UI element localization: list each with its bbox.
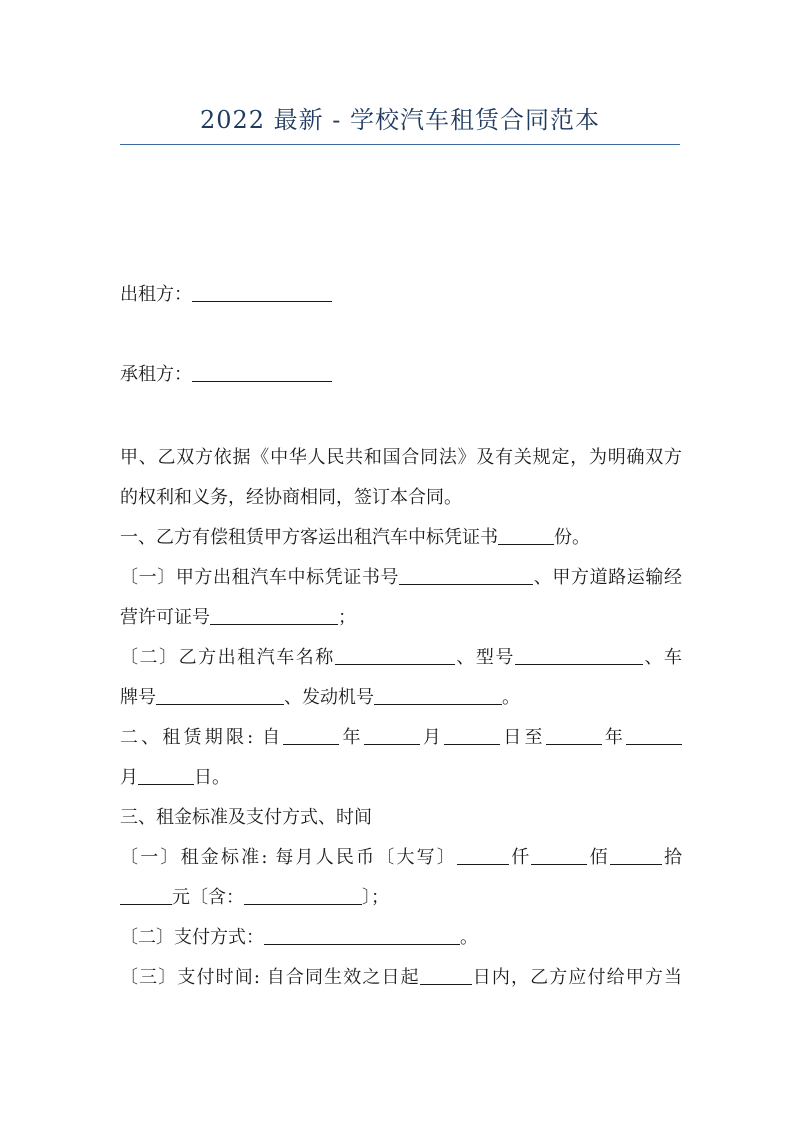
model-blank[interactable] (515, 644, 643, 665)
hundreds-blank[interactable] (531, 844, 587, 865)
lessor-label: 出租方： (120, 284, 192, 305)
end-year-label: 年 (601, 727, 627, 748)
plate-label-start: 、车 (642, 647, 683, 668)
document-title: 2022 最新 - 学校汽车租赁合同范本 (199, 106, 601, 134)
vehicle-name-blank[interactable] (335, 644, 455, 665)
start-month-blank[interactable] (364, 724, 420, 745)
clause-3-2-end: 。 (460, 927, 478, 948)
end-day-blank[interactable] (138, 764, 194, 785)
clause-1-1-mid: 、甲方道路运输经 (533, 567, 683, 588)
clause-3-1-line-1 (120, 838, 682, 878)
lessor-blank[interactable] (192, 281, 332, 302)
engine-number-blank[interactable] (374, 684, 502, 705)
end-month-label: 月 (120, 767, 138, 788)
clause-3-1-line-2 (120, 878, 682, 918)
lessor-line (120, 275, 682, 315)
thousands-label: 仟 (509, 847, 532, 868)
thousands-blank[interactable] (457, 844, 509, 865)
clause-1-1-end: ； (338, 607, 356, 628)
year-label: 年 (339, 727, 364, 748)
clause-3-3 (120, 958, 682, 998)
clause-1-1-text: 〔一〕甲方出租汽车中标凭证书号 (120, 567, 400, 588)
preamble-line-1: 甲、乙双方依据《中华人民共和国合同法》及有关规定，为明确双方 (120, 447, 682, 468)
clause-3-3-tail: 日内，乙方应付给甲方当 (471, 967, 682, 988)
clause-1-2-end: 。 (502, 687, 520, 708)
yuan-blank[interactable] (120, 884, 172, 905)
payment-method-blank[interactable] (264, 924, 460, 945)
tens-label: 拾 (661, 847, 683, 868)
clause-1 (120, 518, 682, 558)
lessee-line (120, 355, 682, 395)
day-to-label: 日至 (500, 727, 546, 748)
preamble-line-2: 的权利和义务，经协商相同，签订本合同。 (120, 487, 462, 508)
yuan-label: 元〔含： (172, 887, 244, 908)
plate-number-blank[interactable] (156, 684, 284, 705)
clause-1-1-line-2 (120, 598, 682, 638)
start-year-blank[interactable] (283, 724, 339, 745)
clause-1-1-line-1 (120, 558, 682, 598)
clause-3-2-text: 〔二〕支付方式： (120, 927, 264, 948)
clause-3-heading: 三、租金标准及支付方式、时间 (120, 807, 372, 828)
contract-body (120, 438, 682, 998)
start-day-blank[interactable] (444, 724, 500, 745)
end-year-blank[interactable] (546, 724, 602, 745)
end-month-blank-start[interactable] (626, 724, 682, 745)
license-number-blank[interactable] (210, 604, 338, 625)
model-label: 、型号 (454, 647, 515, 668)
clause-3-2 (120, 918, 682, 958)
title-underline (120, 144, 680, 145)
hundreds-label: 佰 (587, 847, 610, 868)
clause-2-text: 二、租赁期限: 自 (120, 727, 284, 748)
plate-label-end: 牌号 (120, 687, 156, 708)
clause-2-line-2 (120, 758, 682, 798)
month-label: 月 (419, 727, 445, 748)
clause-1-2-line-2 (120, 678, 682, 718)
clause-1-2-text: 〔二〕乙方出租汽车名称 (120, 647, 335, 668)
clause-3-1-text: 〔一〕租金标准: 每月人民币〔大写〕 (120, 847, 458, 868)
lessee-label: 承租方： (120, 364, 192, 385)
clause-1-text: 一、乙方有偿租赁甲方客运出租汽车中标凭证书 (120, 527, 498, 548)
clause-1-2-line-1 (120, 638, 682, 678)
clause-3-3-text: 〔三〕支付时间: 自合同生效之日起 (120, 967, 420, 988)
clause-1-suffix: 份。 (554, 527, 590, 548)
including-blank[interactable] (244, 884, 362, 905)
clause-3-1-end: 〕； (362, 887, 389, 908)
copies-blank[interactable] (498, 524, 554, 545)
clause-2-line-1 (120, 718, 682, 758)
lessee-blank[interactable] (192, 361, 332, 382)
engine-number-label: 、发动机号 (284, 687, 374, 708)
tens-blank[interactable] (610, 844, 662, 865)
payment-days-blank[interactable] (420, 964, 472, 985)
certificate-number-blank[interactable] (399, 564, 533, 585)
clause-1-1-license-label: 营许可证号 (120, 607, 210, 628)
end-day-label: 日。 (194, 767, 230, 788)
